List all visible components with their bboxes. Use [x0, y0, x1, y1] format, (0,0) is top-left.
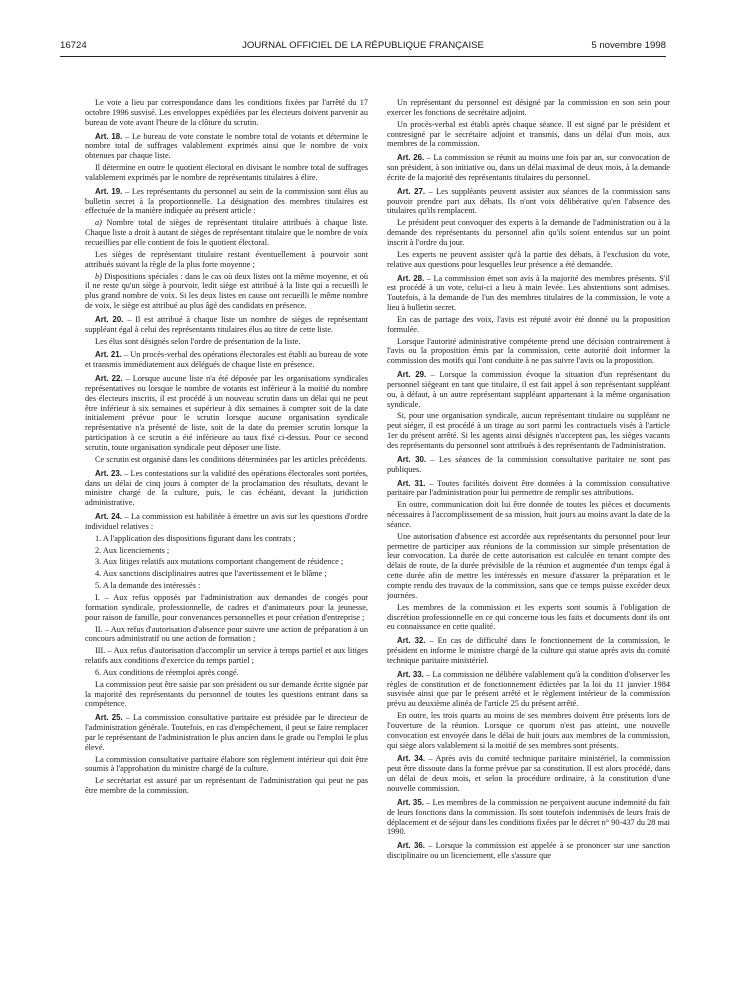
header-rule: [60, 56, 666, 57]
paragraph-text: La commission peut être saisie par son président ou sur demande écrite signée par la majorité des représentants du personnel de toutes les questions entrant dans sa compétence.: [85, 679, 368, 709]
paragraph-text: – Le bureau de vote constate le nombre total de votants et détermine le nombre total de suffrages valablement exprimés ainsi que le nombre de voix obtenues par chaque liste.: [85, 131, 368, 161]
paragraph-text: Lorsque l'autorité administrative compétente prend une décision contrairement à l'avis ou la proposition émis par la commission, cette autorité doit informer la commission des motifs qui l'ont conduite à ne pas suivre l'avis ou la proposition.: [387, 336, 670, 366]
paragraph-text: – Les séances de la commission consultative paritaire ne sont pas publiques.: [387, 454, 670, 474]
article-paragraph: [387, 798, 670, 837]
article-paragraph: [387, 274, 670, 313]
paragraph: [85, 250, 368, 270]
right-column: [387, 98, 670, 863]
paragraph-text: Nombre total de sièges de représentant titulaire attribués à chaque liste. Chaque liste a droit à autant de sièges de représentant titulaire que le nombre de voix recueillies par elle contient de fois le quotient électoral.: [85, 218, 368, 247]
paragraph-text: – Lorsque la commission évoque la situation d'un représentant du personnel siégeant en tant que titulaire, il est fait appel à son représentant suppléant ou, à défaut, à un autre représentant suppléant appartenant à la même organisation syndicale.: [387, 370, 670, 409]
article-paragraph: [387, 479, 670, 499]
paragraph-text: – Lorsque la commission est appelée à se prononcer sur une sanction disciplinaire ou un licenciement, elle s'assure que: [387, 841, 670, 861]
article-paragraph: [387, 754, 670, 793]
paragraph: [387, 532, 670, 601]
paragraph-text: III. – Aux refus d'autorisation d'accomplir un service à temps partiel et aux litiges relatifs aux conditions d'exercice du temps partiel ;: [85, 646, 368, 666]
left-column: [85, 98, 368, 798]
article-paragraph: [85, 132, 368, 162]
paragraph-text: En outre, communication doit lui être donnée de toutes les pièces et documents nécessaires à l'accomplissement de sa mission, huit jours au moins avant la date de la séance.: [387, 500, 670, 529]
paragraph-text: II. – Aux refus d'autorisation d'absence pour suivre une action de préparation à un concours administratif ou une action de formation ;: [85, 624, 368, 644]
issue-date: 5 novembre 1998: [591, 40, 666, 51]
paragraph-text: Les élus sont désignés selon l'ordre de présentation de la liste.: [95, 336, 301, 346]
article-label: Art. 23.: [95, 468, 122, 478]
paragraph-text: 2. Aux licenciements ;: [95, 545, 170, 555]
article-label: Art. 30.: [397, 454, 427, 464]
paragraph: [85, 569, 368, 579]
paragraph-text: – La commission ne délibère valablement qu'à la condition d'observer les règles de constitution et de fonctionnement édictées par la loi du 11 janvier 1984 susvisée ainsi que par le présent arrêté et le règlement intérieur de la commission prévu au deuxième alinéa de l'article 25 du présent arrêté.: [387, 669, 670, 709]
paragraph-text: Le vote a lieu par correspondance dans les conditions fixées par l'arrêté du 17 octobre 1996 susvisé. Les enveloppes expédiées par les électeurs doivent parvenir au bureau de vote avant l'heure de la clôture du scrutin.: [85, 98, 368, 127]
article-label: Art. 20.: [95, 314, 124, 324]
article-label: Art. 19.: [95, 186, 123, 196]
paragraph-text: Une autorisation d'absence est accordée aux représentants du personnel pour leur permettre de participer aux réunions de la commission sur simple présentation de leur convocation. La durée de cette autorisation est calculée en tenant compte des délais de route, de la durée prévisible de la réunion et augmentée d'un temps égal à cette durée afin de mettre les intéressés en mesure d'assurer la préparation et le compte rendu des travaux de la commission, sans que ce temps puisse excéder deux journées.: [387, 531, 670, 600]
article-paragraph: [387, 636, 670, 666]
paragraph: [85, 557, 368, 567]
paragraph: [85, 337, 368, 347]
paragraph: [85, 668, 368, 678]
paragraph: [85, 680, 368, 710]
paragraph: [85, 755, 368, 775]
paragraph-text: Les experts ne peuvent assister qu'à la partie des débats, à l'exclusion du vote, relative aux questions pour lesquelles leur présence a été demandée.: [387, 249, 670, 269]
paragraph: [85, 534, 368, 544]
paragraph-text: Ce scrutin est organisé dans les conditions déterminées par les articles précédents.: [95, 454, 368, 464]
paragraph: [387, 337, 670, 367]
paragraph-text: – Les membres de la commission ne perçoivent aucune indemnité du fait de leurs fonctions dans la commission. Ils sont toutefois indemnisés de leurs frais de déplacement et de séjour dans les conditions fixées par le décret n° 90-437 du 28 mai 1990.: [387, 797, 670, 837]
paragraph-text: 4. Aux sanctions disciplinaires autres que l'avertissement et le blâme ;: [95, 569, 327, 579]
list-marker: a): [95, 218, 102, 228]
paragraph: [85, 581, 368, 591]
article-label: Art. 22.: [95, 374, 123, 384]
article-label: Art. 21.: [95, 350, 122, 360]
paragraph-text: 1. A l'application des dispositions figurant dans les contrats ;: [95, 533, 296, 543]
paragraph-text: La commission consultative paritaire élabore son règlement intérieur qui doit être soumis à l'approbation du ministre chargé de la culture.: [85, 754, 368, 774]
paragraph: [85, 546, 368, 556]
paragraph-text: I. – Aux refus opposés par l'administration aux demandes de congés pour formation syndicale, professionnelle, de cadres et d'animateurs pour la jeunesse, pour raison de famille, pour convenances personnelles et pour création d'entreprise ;: [85, 592, 368, 622]
article-label: Art. 32.: [397, 636, 426, 646]
article-paragraph: [85, 350, 368, 370]
paragraph: [387, 250, 670, 270]
paragraph-text: – Les contestations sur la validité des opérations électorales sont portées, dans un délai de cinq jours à compter de la proclamation des résultats, devant le ministre chargé de la culture, puis, le cas échéant, devant la juridiction administrative.: [85, 468, 368, 508]
paragraph-text: Si, pour une organisation syndicale, aucun représentant titulaire ou suppléant ne peut siéger, il est procédé à un tirage au sort parmi les contractuels visés à l'article 1er du présent arrêté. Si les agents ainsi désignés n'acceptent pas, les sièges vacants des représentants du personnel sont attribués à des représentants de l'administration.: [387, 411, 670, 450]
paragraph-text: – La commission consultative paritaire est présidée par le directeur de l'administration générale. Toutefois, en cas d'empêchement, il peut se faire remplacer par le représentant de l'administration le plus ancien dans le grade ou l'emploi le plus élevé.: [85, 713, 368, 752]
article-paragraph: [85, 713, 368, 752]
paragraph-text: – La commission est habilitée à émettre un avis sur les questions d'ordre individuel relatives :: [85, 512, 368, 531]
paragraph: [85, 163, 368, 183]
article-label: Art. 29.: [397, 370, 427, 380]
article-label: Art. 33.: [397, 669, 424, 679]
paragraph-text: – Un procès-verbal des opérations électorales est établi au bureau de vote et transmis immédiatement aux délégués de chaque liste en présence.: [85, 350, 368, 370]
paragraph: [85, 218, 368, 248]
paragraph: [85, 593, 368, 623]
paragraph-text: – La commission émet son avis à la majorité des membres présents. S'il est procédé à un vote, celui-ci a lieu à main levée. Les abstentions sont admises. Toutefois, à la demande de l'un des membres titulaires de la commission, le vote a lieu à bulletin secret.: [387, 273, 670, 313]
article-label: Art. 35.: [397, 797, 424, 807]
article-paragraph: [85, 187, 368, 217]
paragraph: [387, 218, 670, 248]
paragraph: [85, 646, 368, 666]
paragraph-text: – La commission se réunit au moins une fois par an, sur convocation de son président, à son initiative ou, dans un délai maximal de deux mois, à la demande écrite de la majorité des représentants titulaires du personnel.: [387, 153, 670, 182]
article-paragraph: [387, 370, 670, 409]
article-paragraph: [387, 841, 670, 861]
paragraph-text: – Les représentants du personnel au sein de la commission sont élus au bulletin secret à la proportionnelle. La désignation des membres titulaires est effectuée de la manière indiquée au présent article :: [85, 186, 368, 216]
paragraph-text: Un représentant du personnel est désigné par la commission en son sein pour exercer les fonctions de secrétaire adjoint.: [387, 98, 670, 117]
article-label: Art. 28.: [397, 273, 425, 283]
paragraph-text: Un procès-verbal est établi après chaque séance. Il est signé par le président et contresigné par le secrétaire adjoint et transmis, dans un délai d'un mois, aux membres de la commission.: [387, 119, 670, 149]
article-paragraph: [387, 670, 670, 709]
page-header: [60, 40, 666, 56]
article-paragraph: [387, 153, 670, 183]
article-label: Art. 36.: [397, 841, 425, 851]
paragraph: [387, 711, 670, 750]
paragraph-text: – Après avis du comité technique paritaire ministériel, la commission peut être dissoute dans la forme prévue par sa constitution. Il est alors procédé, dans un délai de deux mois, et selon la procédure ordinaire, à la constitution d'une nouvelle commission.: [387, 754, 670, 793]
paragraph-text: – Les suppléants peuvent assister aux séances de la commission sans pouvoir prendre part aux débats. Ils n'ont voix délibérative qu'en l'absence des titulaires qu'ils remplacent.: [387, 186, 670, 216]
list-marker: b): [95, 271, 102, 281]
paragraph: [387, 411, 670, 450]
paragraph-text: 3. Aux litiges relatifs aux mutations comportant changement de résidence ;: [95, 557, 344, 567]
article-label: Art. 27.: [397, 186, 426, 196]
journal-title: JOURNAL OFFICIEL DE LA RÉPUBLIQUE FRANÇAISE: [242, 40, 484, 51]
article-label: Art. 24.: [95, 512, 123, 522]
paragraph-text: Les sièges de représentant titulaire restant éventuellement à pourvoir sont attribués suivant la règle de la plus forte moyenne ;: [85, 249, 368, 269]
paragraph-text: Le secrétariat est assuré par un représentant de l'administration qui peut ne pas être membre de la commission.: [85, 776, 368, 796]
paragraph: [387, 98, 670, 118]
paragraph: [387, 120, 670, 150]
article-label: Art. 26.: [397, 153, 425, 163]
article-label: Art. 34.: [397, 754, 426, 764]
article-label: Art. 18.: [95, 131, 123, 141]
paragraph: [85, 98, 368, 128]
paragraph: [85, 455, 368, 465]
paragraph-text: En outre, les trois quarts au moins de ses membres doivent être présents lors de l'ouverture de la réunion. Lorsque ce quorum n'est pas atteint, une nouvelle convocation est envoyée dans le délai de huit jours aux membres de la commission, qui siège alors valablement si la moitié de ses membres sont présents.: [387, 711, 670, 750]
paragraph: [387, 500, 670, 530]
paragraph-text: Dispositions spéciales : dans le cas où deux listes ont la même moyenne, et où il ne reste qu'un siège à pourvoir, ledit siège est attribué à la liste qui a recueilli le plus grand nombre de voix. Si les deux listes en cause ont recueilli le même nombre de voix, le siège est attribué au plus âgé des candidats en présence.: [85, 271, 368, 311]
paragraph-text: Les membres de la commission et les experts sont soumis à l'obligation de discrétion professionnelle en ce qui concerne tous les faits et documents dont ils ont eu connaissance en cette qualité.: [387, 602, 670, 632]
article-paragraph: [85, 512, 368, 532]
paragraph-text: 5. A la demande des intéressés :: [95, 581, 201, 591]
article-paragraph: [85, 469, 368, 508]
paragraph: [85, 272, 368, 311]
paragraph: [387, 603, 670, 633]
page-number: 16724: [60, 40, 87, 51]
article-paragraph: [85, 374, 368, 453]
article-paragraph: [387, 187, 670, 217]
paragraph-text: 6. Aux conditions de réemploi après congé.: [95, 667, 239, 677]
article-label: Art. 31.: [397, 478, 426, 488]
paragraph: [387, 315, 670, 335]
paragraph-text: – Il est attribué à chaque liste un nombre de sièges de représentant suppléant égal à celui des représentants titulaires élus au titre de cette liste.: [85, 314, 368, 334]
paragraph-text: – En cas de difficulté dans le fonctionnement de la commission, le président en informe le ministre chargé de la culture qui statue après avis du comité technique paritaire ministériel.: [387, 636, 670, 665]
paragraph-text: – Toutes facilités doivent être données à la commission consultative paritaire par l'administration pour lui permettre de remplir ses attributions.: [387, 478, 670, 498]
article-label: Art. 25.: [95, 713, 123, 723]
paragraph-text: Il détermine en outre le quotient électoral en divisant le nombre total de suffrages valablement exprimés par le nombre de représentants titulaires à élire.: [85, 163, 368, 182]
paragraph: [85, 776, 368, 796]
article-paragraph: [85, 315, 368, 335]
paragraph-text: – Lorsque aucune liste n'a été déposée par les organisations syndicales représentatives ou lorsque le nombre de votants est inférieur à la moitié du nombre des électeurs inscrits, il est procédé à un nouveau scrutin dans un délai qui ne peut être inférieur à six semaines et supérieur à dix semaines à compter soit de la date initialement prévue pour le scrutin lorsque aucune organisation syndicale représentative n'a présenté de liste, soit de la date du premier scrutin lorsque la participation à ce scrutin a été inférieure au taux fixé ci-dessus. Pour ce second scrutin, toute organisation syndicale peut déposer une liste.: [85, 374, 368, 452]
paragraph-text: En cas de partage des voix, l'avis est réputé avoir été donné ou la proposition formulée.: [387, 314, 670, 334]
paragraph-text: Le président peut convoquer des experts à la demande de l'administration ou à la demande des représentants du personnel afin qu'ils soient entendus sur un point inscrit à l'ordre du jour.: [387, 218, 670, 247]
paragraph: [85, 625, 368, 645]
article-paragraph: [387, 455, 670, 475]
